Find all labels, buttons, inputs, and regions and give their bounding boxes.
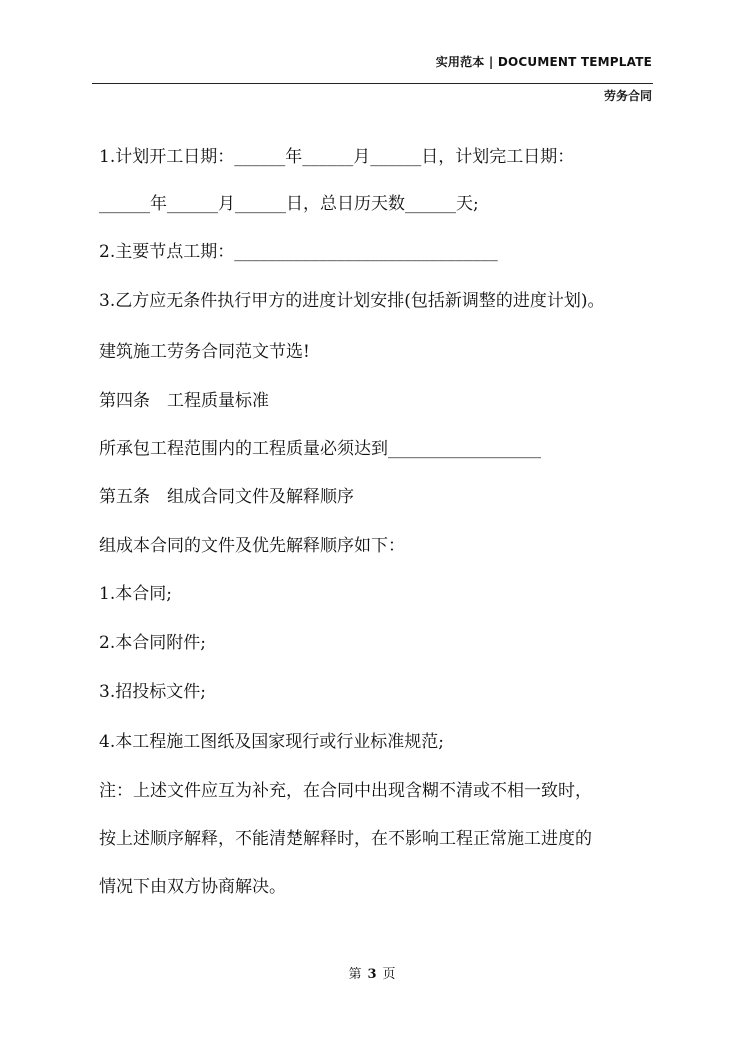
article-5-heading: 第五条 组成合同文件及解释顺序 — [99, 487, 354, 507]
schedule-start-line: 1.计划开工日期：______年______月______日，计划完工日期： — [99, 147, 575, 167]
list-item-4: 4.本工程施工图纸及国家现行或行业标准规范; — [99, 732, 444, 752]
footer-suffix: 页 — [382, 967, 396, 982]
article-4-heading: 第四条 工程质量标准 — [99, 391, 269, 411]
list-item-2: 2.本合同附件; — [99, 633, 206, 653]
footer-prefix: 第 — [348, 967, 362, 982]
document-template-title: 实用范本 | DOCUMENT TEMPLATE — [435, 55, 652, 69]
document-order-intro: 组成本合同的文件及优先解释顺序如下： — [99, 536, 405, 556]
schedule-end-line: ______年______月______日，总日历天数______天; — [99, 194, 479, 214]
header-divider — [92, 83, 653, 84]
note-line-1: 注：上述文件应互为补充，在合同中出现含糊不清或不相一致时， — [99, 781, 592, 801]
progress-plan-line: 3.乙方应无条件执行甲方的进度计划安排(包括新调整的进度计划)。 — [99, 291, 605, 311]
list-item-3: 3.招投标文件; — [99, 682, 206, 702]
page-number: 3 — [367, 967, 377, 982]
document-category: 劳务合同 — [603, 89, 652, 103]
note-line-2: 按上述顺序解释，不能清楚解释时，在不影响工程正常施工进度的 — [99, 829, 592, 849]
note-line-3: 情况下由双方协商解决。 — [99, 877, 286, 897]
page-footer — [0, 963, 744, 982]
list-item-1: 1.本合同; — [99, 584, 172, 604]
quality-standard-line: 所承包工程范围内的工程质量必须达到__________________ — [99, 439, 541, 459]
milestone-line: 2.主要节点工期：_______________________________ — [99, 242, 498, 262]
excerpt-note: 建筑施工劳务合同范文节选! — [99, 342, 310, 362]
